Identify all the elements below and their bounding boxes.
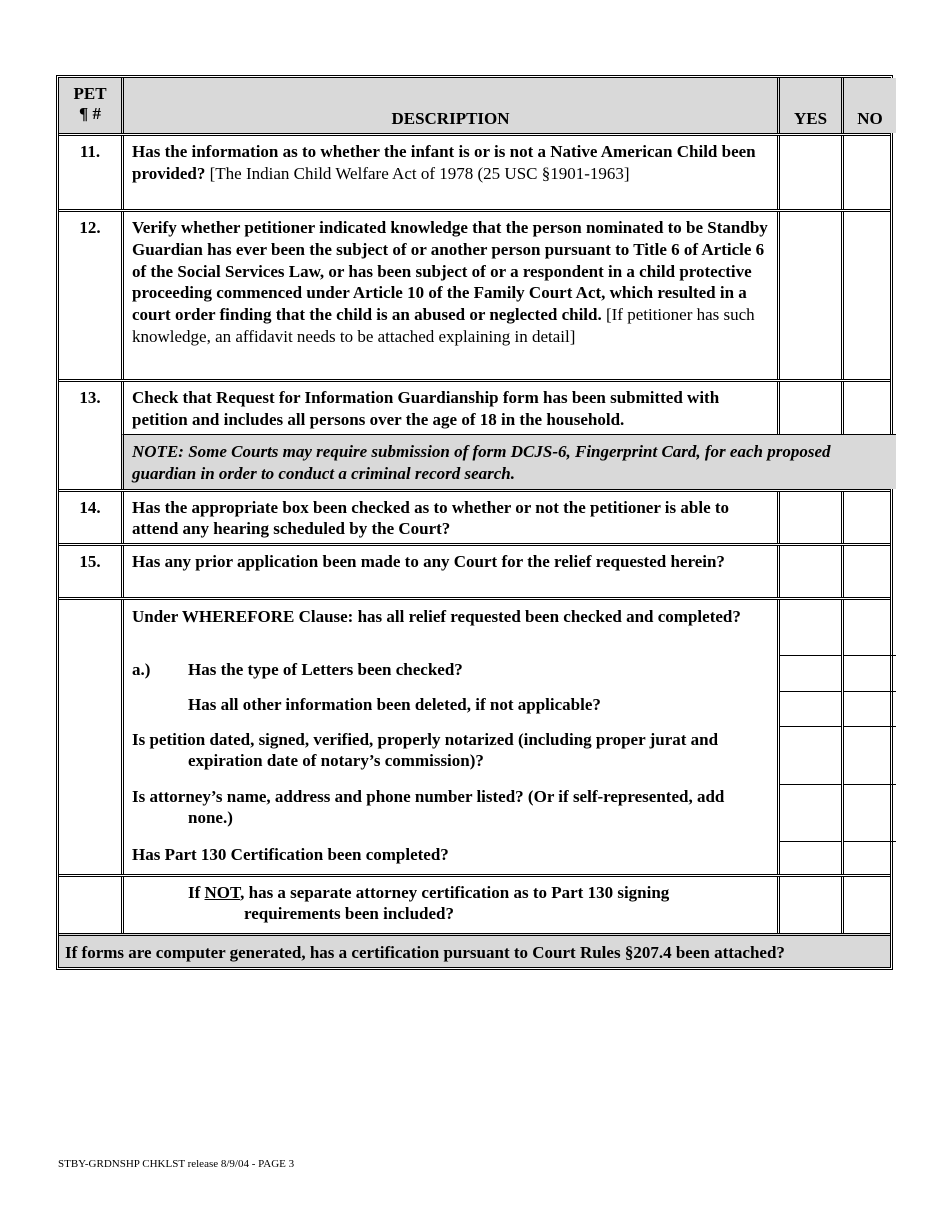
wherefore-description [121, 600, 777, 874]
item-number: 15. [79, 551, 101, 571]
part130-item: Has Part 130 Certification been completed? [132, 844, 449, 864]
yes-checkbox[interactable] [780, 727, 841, 785]
empty-number-cell [59, 600, 121, 874]
if-not-row [59, 874, 890, 933]
checklist-table [56, 75, 893, 970]
pet-column-header: PET ¶ # [59, 78, 121, 133]
table-header [59, 78, 890, 133]
item-number: 12. [79, 218, 101, 237]
letters-text: Has the type of Letters been checked? [188, 659, 463, 679]
item-number: 13. [79, 388, 101, 407]
item-description: Verify whether petitioner indicated knowledge that the person nominated to be Standby Guardian has ever been the subject of or another person pursuant to Title 6 of Article 6 of the Social Services Law, or has been subject of or a respondent in a child protective proceeding commenced under Article 10 of the Family Court Act, which resulted in a court order finding that the child is an abused or neglected child. [If petitioner has such knowledge, an affidavit needs to be attached explaining in detail] [121, 212, 777, 379]
yes-checkbox[interactable] [777, 212, 841, 379]
if-not-description [121, 877, 777, 933]
no-checkbox[interactable] [841, 492, 896, 543]
yes-checkbox[interactable] [780, 842, 841, 874]
yes-checkbox[interactable] [777, 492, 841, 543]
yes-checkbox[interactable] [777, 136, 841, 209]
item-description: Check that Request for Information Guardianship form has been submitted with petition and includes all persons over the age of 18 in the household. [121, 382, 777, 434]
yes-checkbox[interactable] [780, 692, 841, 727]
no-column-header: NO [841, 78, 896, 133]
no-checkbox[interactable] [844, 656, 896, 692]
no-checkbox[interactable] [844, 842, 896, 874]
no-checkbox[interactable] [841, 382, 896, 434]
description-column-header: DESCRIPTION [121, 78, 777, 133]
yes-checkbox[interactable] [777, 382, 841, 434]
if-not-text: If NOT, has a separate attorney certification as to Part 130 signing requirements been included? [188, 882, 670, 924]
item-label: a.) [132, 659, 151, 679]
spacer [59, 434, 121, 489]
item-number: 14. [79, 497, 101, 517]
yes-checkbox[interactable] [780, 785, 841, 842]
yes-checkbox[interactable] [780, 600, 841, 656]
no-checkbox[interactable] [841, 546, 896, 597]
no-checkbox[interactable] [844, 600, 896, 656]
yes-checkbox-column [777, 600, 841, 874]
no-checkbox[interactable] [841, 136, 896, 209]
page-footer: STBY-GRDNSHP CHKLST release 8/9/04 - PAGE 3 [58, 1158, 295, 1170]
no-checkbox[interactable] [844, 692, 896, 727]
yes-checkbox[interactable] [777, 546, 841, 597]
computer-generated-certification: If forms are computer generated, has a certification pursuant to Court Rules §207.4 been attached? [59, 933, 890, 967]
item-number: 11. [79, 142, 101, 161]
no-checkbox[interactable] [841, 212, 896, 379]
table-row [59, 543, 890, 597]
yes-checkbox[interactable] [780, 656, 841, 692]
table-row [59, 489, 890, 543]
no-checkbox[interactable] [844, 727, 896, 785]
table-row [59, 133, 890, 209]
letters-item [132, 659, 769, 694]
table-row [59, 379, 890, 489]
table-row [59, 209, 890, 379]
wherefore-row [59, 597, 890, 874]
yes-column-header: YES [777, 78, 841, 133]
no-checkbox[interactable] [841, 877, 896, 933]
item-description: Has the information as to whether the infant is or is not a Native American Child been provided? [The Indian Child Welfare Act of 1978 (25 USC §1901-1963] [121, 136, 777, 209]
no-checkbox-column [841, 600, 896, 874]
item-description: Has the appropriate box been checked as to whether or not the petitioner is able to attend any hearing scheduled by the Court? [121, 492, 777, 543]
attorney-item: Is attorney’s name, address and phone number listed? (Or if self-represented, add none.) [132, 786, 725, 828]
item-description: Has any prior application been made to any Court for the relief requested herein? [121, 546, 777, 597]
other-info-item: Has all other information been deleted, if not applicable? [188, 694, 601, 714]
wherefore-clause: Under WHEREFORE Clause: has all relief requested been checked and completed? [132, 606, 741, 626]
note-box: NOTE: Some Courts may require submission of form DCJS-6, Fingerprint Card, for each proposed guardian in order to conduct a criminal record search. [121, 434, 896, 489]
no-checkbox[interactable] [844, 785, 896, 842]
yes-checkbox[interactable] [777, 877, 841, 933]
empty-number-cell [59, 877, 121, 933]
petition-dated-item: Is petition dated, signed, verified, properly notarized (including proper jurat and expiration date of notary’s commission)? [132, 729, 719, 771]
